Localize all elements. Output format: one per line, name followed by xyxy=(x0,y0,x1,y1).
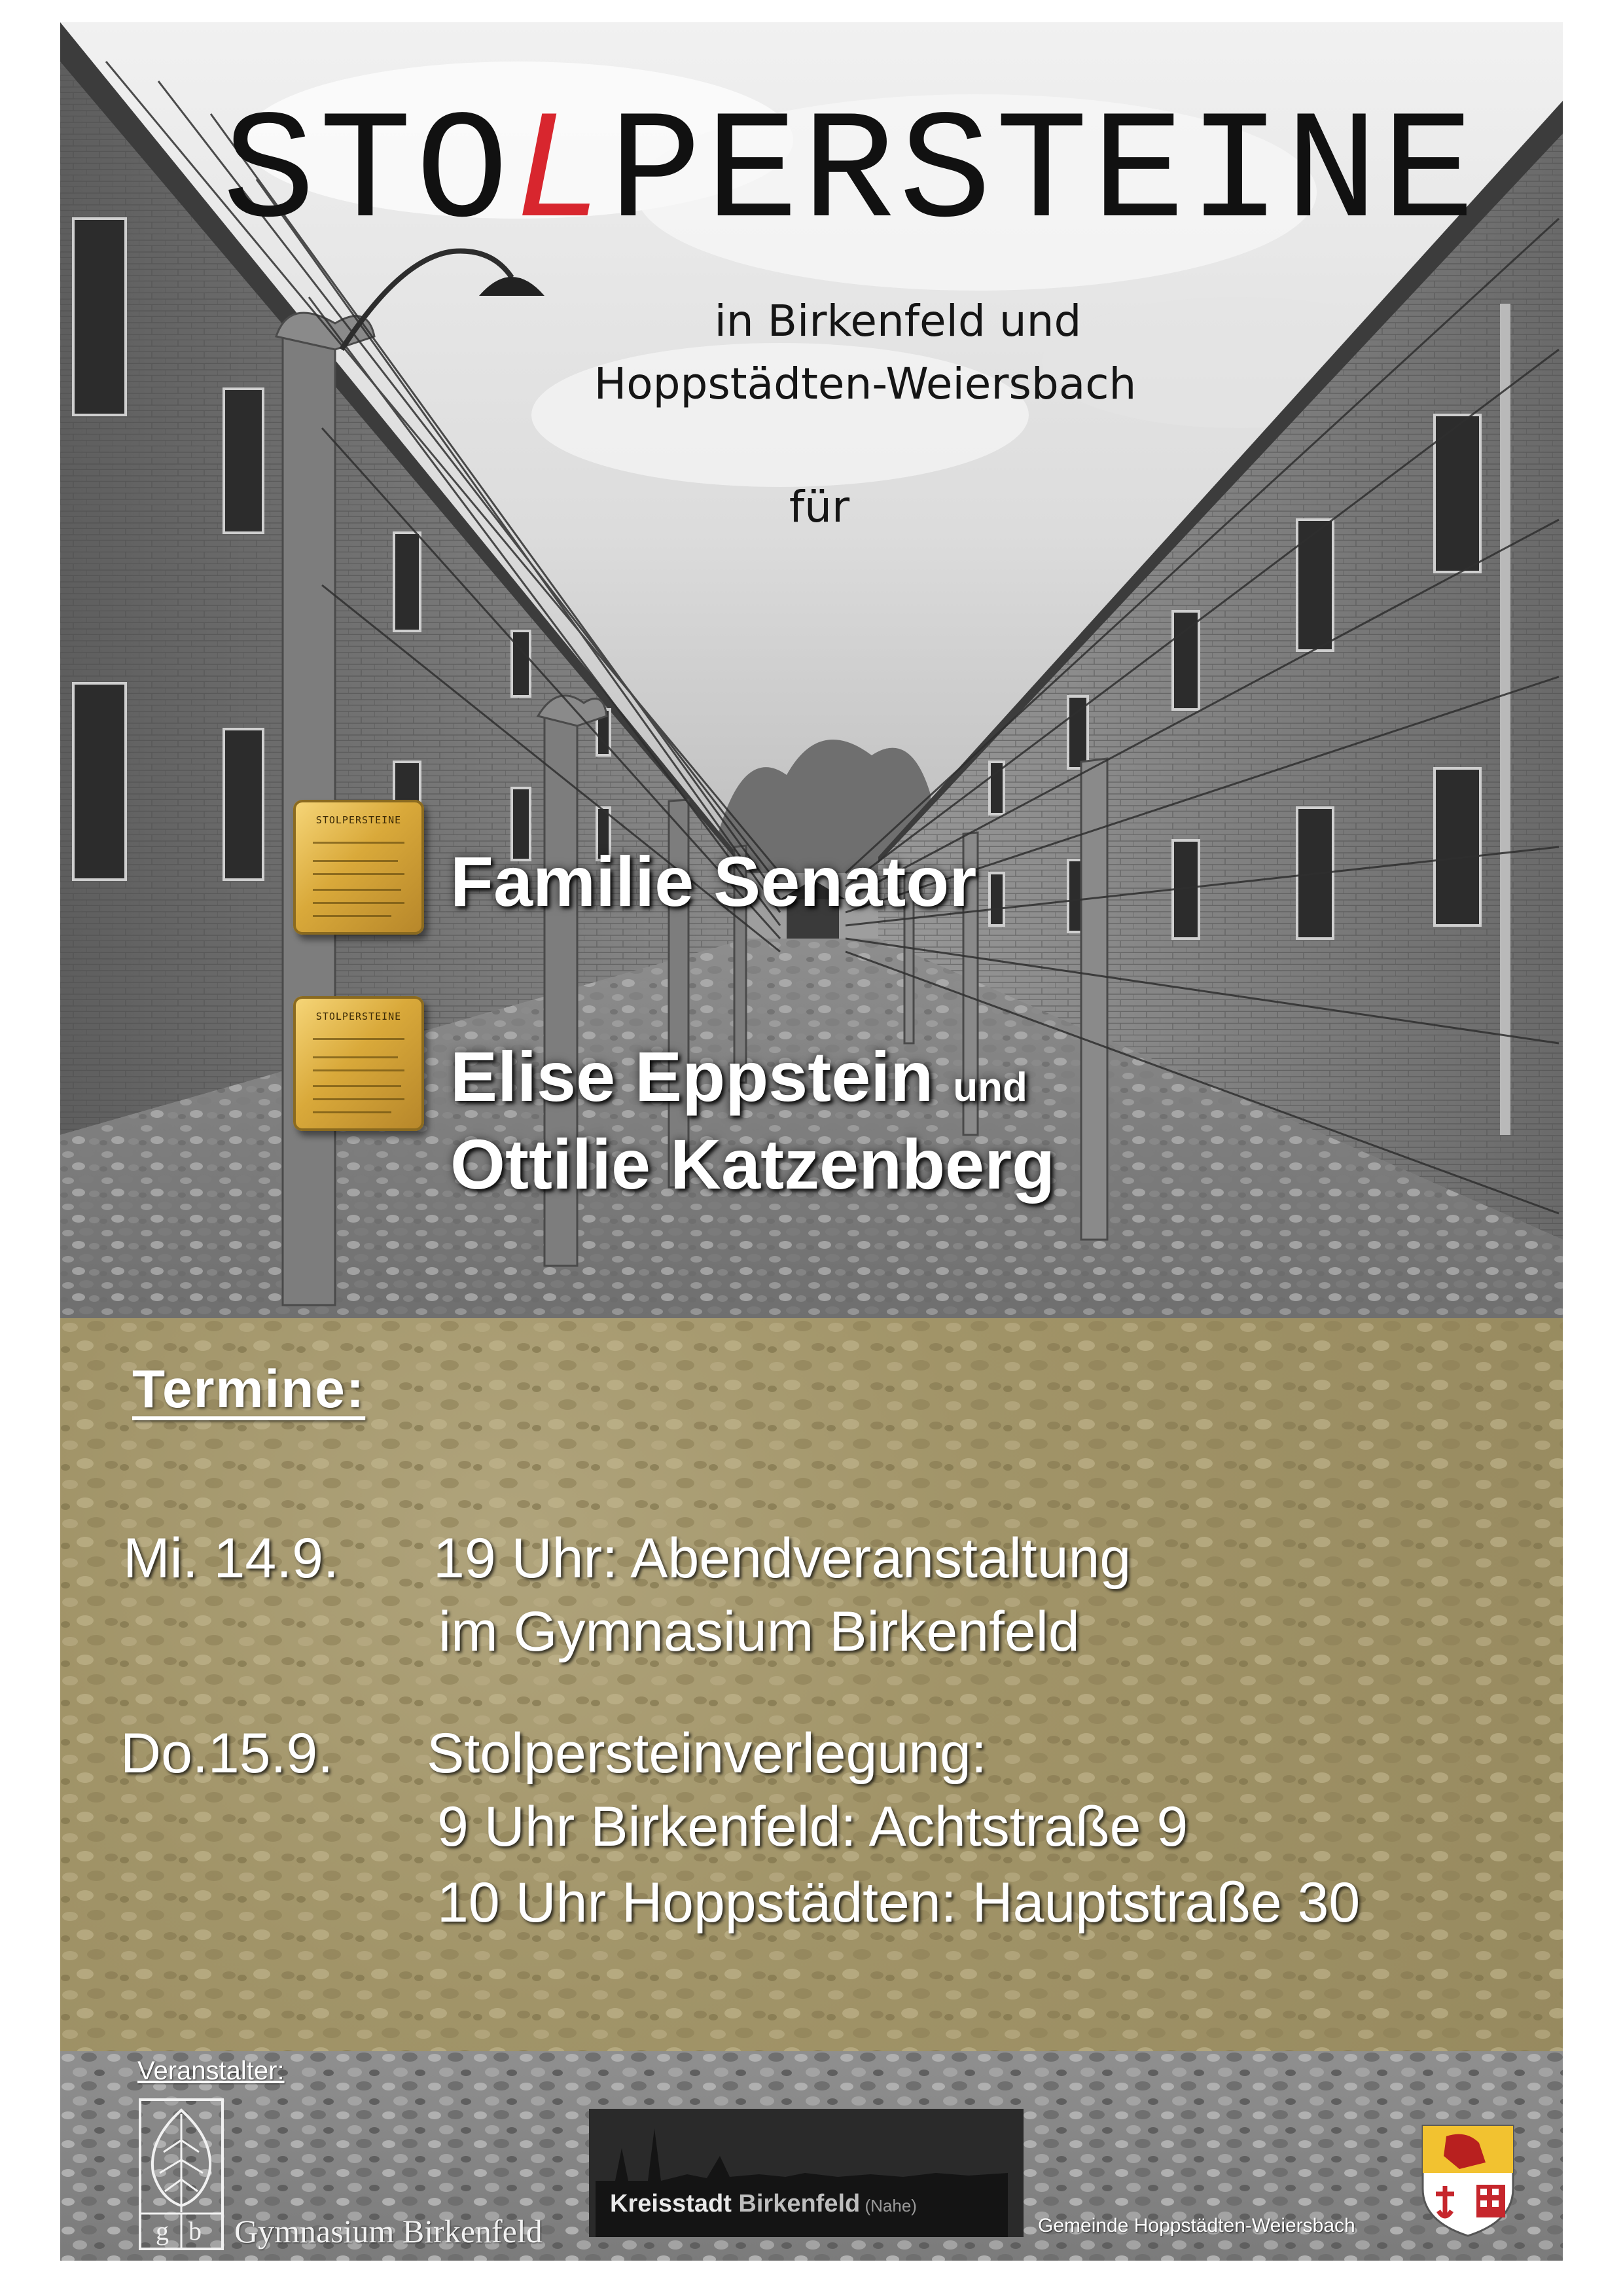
plaque-text-line xyxy=(313,1098,404,1100)
subtitle-line-1: in Birkenfeld und xyxy=(714,296,1082,346)
title-highlight-letter: L xyxy=(512,87,609,262)
organizer-label: Veranstalter: xyxy=(137,2056,285,2085)
person-name-1 xyxy=(450,1034,1027,1130)
event-1-date: Mi. 14.9. xyxy=(123,1527,339,1590)
leaf-icon xyxy=(141,2101,221,2248)
event-1-line-1: 19 Uhr: Abendveranstaltung xyxy=(433,1527,1132,1590)
family-name: Familie Senator xyxy=(450,842,977,921)
organizer-2-part-2: Birkenfeld xyxy=(738,2190,861,2217)
person-name-2: Ottilie Katzenberg xyxy=(450,1124,1056,1204)
organizer-3-name: Gemeinde Hoppstädten-Weiersbach xyxy=(1038,2215,1355,2236)
subtitle-line-2: Hoppstädten-Weiersbach xyxy=(594,359,1137,409)
stolperstein-plaque-2 xyxy=(293,996,424,1131)
plaque-text-line xyxy=(313,889,401,891)
organizer-2-name xyxy=(610,2190,917,2218)
svg-text:g: g xyxy=(156,2216,169,2246)
plaque-text-line xyxy=(313,902,404,904)
termine-band xyxy=(60,1318,1563,2051)
gravel-texture xyxy=(60,1318,1563,2051)
event-2-date: Do.15.9. xyxy=(120,1722,334,1785)
svg-text:b: b xyxy=(188,2216,202,2246)
termine-heading: Termine: xyxy=(132,1359,366,1419)
coat-of-arms-icon xyxy=(1420,2123,1516,2238)
poster-title xyxy=(223,87,1558,262)
subtitle-line-3: für xyxy=(789,482,850,532)
organizer-2-part-3: (Nahe) xyxy=(860,2196,917,2215)
gymnasium-leaf-logo xyxy=(139,2098,224,2250)
plaque-text-line xyxy=(313,1038,404,1040)
person1-text: Elise Eppstein xyxy=(450,1037,934,1116)
plaque-text-line xyxy=(313,1056,398,1058)
stolperstein-plaque-1 xyxy=(293,800,424,935)
connector-text: und xyxy=(953,1065,1027,1110)
organizer-1-name: Gymnasium Birkenfeld xyxy=(234,2213,543,2250)
event-2-line-3: 10 Uhr Hoppstädten: Hauptstraße 30 xyxy=(437,1871,1361,1934)
organizer-2-part-1: Kreisstadt xyxy=(610,2190,739,2217)
event-1-line-2: im Gymnasium Birkenfeld xyxy=(438,1600,1080,1663)
plaque-text-line xyxy=(313,915,391,917)
event-2-line-2: 9 Uhr Birkenfeld: Achtstraße 9 xyxy=(437,1795,1188,1858)
plaque-heading: STOLPERSTEINE xyxy=(315,1011,402,1022)
plaque-text-line xyxy=(313,1085,401,1087)
event-2-line-1: Stolpersteinverlegung: xyxy=(427,1722,987,1785)
plaque-text-line xyxy=(313,1069,404,1071)
plaque-text-line xyxy=(313,1111,391,1113)
title-prefix: STO xyxy=(223,87,512,262)
plaque-text-line xyxy=(313,842,404,844)
title-suffix: PERSTEINE xyxy=(609,87,1479,262)
poster xyxy=(60,22,1563,2261)
plaque-heading: STOLPERSTEINE xyxy=(315,814,402,826)
plaque-text-line xyxy=(313,873,404,875)
shield-icon xyxy=(1420,2123,1516,2238)
plaque-text-line xyxy=(313,860,398,862)
